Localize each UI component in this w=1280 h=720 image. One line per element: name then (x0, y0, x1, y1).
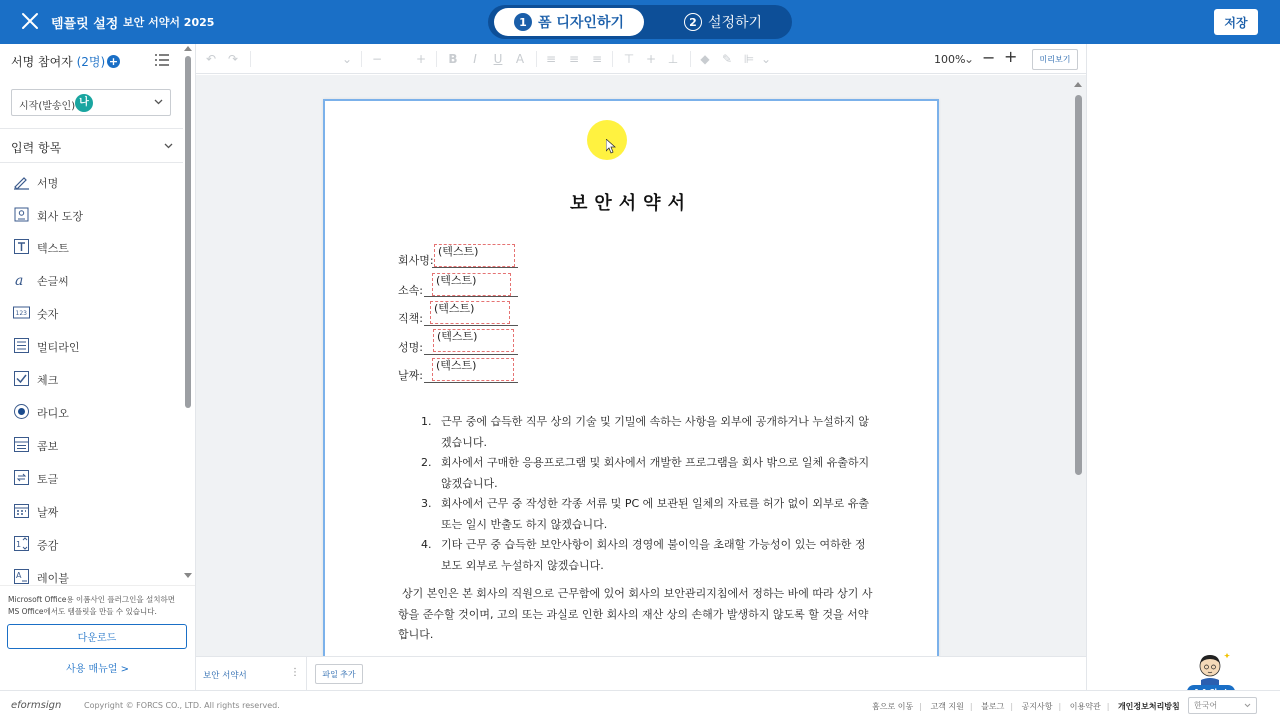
terms-list (415, 412, 875, 576)
divider (250, 51, 251, 67)
properties-panel (1086, 44, 1280, 690)
step-label: 설정하기 (707, 15, 763, 31)
combo-icon (13, 436, 30, 453)
document-title: 보안서약서 (570, 193, 692, 214)
field-item-toggle[interactable] (13, 465, 183, 491)
top-bar (0, 0, 1280, 44)
tab-label: 보안 서약서 (203, 671, 247, 681)
svg-text:1: 1 (16, 540, 22, 549)
preview-button[interactable]: 미리보기 (1032, 49, 1078, 70)
label-icon (13, 568, 30, 585)
field-label: 텍스트 (37, 242, 69, 255)
handwriting-icon (13, 271, 30, 288)
multiline-icon (13, 337, 30, 354)
svg-text:A: A (16, 571, 22, 580)
terms-item: 3. 회사에서 근무 중 작성한 각종 서류 및 PC 에 보관된 일체의 자료를 허가 없이 외부로 유출 또는 일시 반출도 하지 않겠습니다. (435, 494, 875, 535)
language-select[interactable] (1188, 697, 1257, 714)
signature-icon (13, 173, 30, 190)
align-objects-icon[interactable]: ⊫ (743, 52, 755, 66)
svg-text:123: 123 (15, 310, 27, 317)
support-agent-icon (1187, 650, 1235, 686)
field-label: 멀티라인 (37, 341, 80, 354)
form-row-label: 성명: (398, 341, 423, 354)
field-label: 서명 (37, 177, 59, 190)
text-field[interactable]: (텍스트) (433, 329, 514, 352)
divider (0, 128, 183, 129)
text-field[interactable]: (텍스트) (434, 244, 515, 267)
field-label: 토글 (37, 473, 59, 486)
terms-item: 1. 근무 중에 습득한 직무 상의 기술 및 기밀에 속하는 사항을 외부에 공개하거나 누설하지 않겠습니다. (435, 412, 875, 453)
scroll-down-arrow[interactable] (184, 573, 192, 578)
footer-link-home[interactable]: 홈으로 이동 (872, 702, 914, 711)
underline (424, 382, 518, 383)
zoom-in-icon[interactable]: + (1004, 47, 1018, 66)
company-stamp-icon (13, 206, 30, 223)
more-options-icon[interactable]: ⋮ (290, 667, 300, 678)
download-button[interactable]: 다운로드 (7, 624, 187, 649)
bold-icon[interactable]: B (448, 52, 458, 66)
italic-icon[interactable]: I (473, 52, 477, 66)
canvas-scrollbar[interactable] (1075, 95, 1082, 475)
footer-link-notice[interactable]: 공지사항 (1021, 702, 1053, 711)
add-file-button[interactable]: 파일 추가 (315, 664, 363, 684)
step-form-design[interactable] (494, 8, 644, 36)
field-label: 콤보 (37, 440, 59, 453)
redo-icon[interactable]: ↷ (227, 52, 239, 66)
step-switcher (488, 5, 792, 39)
form-row-label: 날짜: (398, 369, 423, 382)
text-icon (13, 238, 30, 255)
form-row-label: 직책: (398, 312, 423, 325)
svg-text:a: a (15, 273, 24, 288)
field-item-number[interactable] (13, 300, 183, 326)
mouse-cursor-icon (606, 139, 616, 154)
field-label: 숫자 (37, 308, 59, 321)
close-icon[interactable] (20, 11, 40, 31)
step-label: 폼 디자인하기 (537, 15, 625, 31)
align-middle-icon[interactable]: + (645, 52, 657, 66)
participants-label: 서명 참여자 (11, 55, 73, 69)
step-number: 2 (684, 13, 702, 31)
underline (424, 354, 518, 355)
align-right-icon[interactable]: ≡ (591, 52, 603, 66)
field-label: 증감 (37, 539, 59, 552)
checkbox-icon (13, 370, 30, 387)
participants-header (11, 53, 105, 70)
sidebar (0, 44, 196, 690)
plugin-notice-text: Microsoft Office용 이폼사인 플러그인을 설치하면 MS Office에서도 템플릿을 만들 수 있습니다. (8, 595, 175, 616)
underline-icon[interactable]: U (493, 52, 503, 66)
footer-links: 홈으로 이동 | 고객 지원 | 블로그 | 공지사항 | 이용약관 | 개인정보처리방침 (872, 702, 1180, 711)
chevron-down-icon[interactable] (164, 143, 173, 149)
align-bottom-icon[interactable]: ⊥ (667, 52, 679, 66)
eformsign-logo: eformsign (11, 700, 62, 711)
field-item-signature[interactable] (13, 169, 183, 195)
field-item-radio[interactable] (13, 399, 183, 425)
closing-paragraph: 상기 본인은 본 회사의 직원으로 근무함에 있어 회사의 보안관리지침에서 정하는 바에 따라 상기 사항을 준수할 것이며, 고의 또는 과실로 인한 회사의 재산 상의 손해가 발생하지 않도록 할 것을 서약합니다. (398, 587, 873, 641)
chevron-down-icon[interactable]: ⌄ (760, 52, 772, 66)
footer (0, 690, 1280, 720)
stepper-icon (13, 535, 30, 552)
field-label: 체크 (37, 374, 59, 387)
field-label: 레이블 (37, 572, 69, 585)
date-icon (13, 502, 30, 519)
footer-link-terms[interactable]: 이용약관 (1069, 702, 1101, 711)
zoom-level[interactable]: 100% (934, 53, 966, 66)
chevron-down-icon[interactable]: ⌄ (963, 52, 975, 66)
footer-link-blog[interactable]: 블로그 (981, 702, 1005, 711)
document-page[interactable] (323, 99, 939, 656)
save-button[interactable]: 저장 (1214, 9, 1258, 35)
terms-item: 2. 회사에서 구매한 응용프로그램 및 회사에서 개발한 프로그램을 회사 밖으로 일체 유출하지 않겠습니다. (435, 453, 875, 494)
underline (432, 267, 518, 268)
underline (424, 296, 518, 297)
user-manual-link[interactable]: 사용 매뉴얼 > (65, 664, 130, 675)
text-field[interactable]: (텍스트) (432, 358, 514, 381)
signer-select-value: 시작(발송인) (19, 101, 76, 112)
copyright-text: Copyright © FORCS CO., LTD. All rights reserved. (84, 701, 280, 710)
form-row-label: 소속: (398, 284, 423, 297)
footer-link-privacy[interactable]: 개인정보처리방침 (1117, 702, 1180, 711)
fill-color-icon[interactable]: ◆ (700, 52, 710, 66)
align-center-icon[interactable]: ≡ (568, 52, 580, 66)
scroll-up-arrow[interactable] (1074, 82, 1082, 87)
text-field[interactable]: (텍스트) (432, 273, 511, 296)
field-label: 라디오 (37, 407, 69, 420)
toggle-icon (13, 469, 30, 486)
plugin-notice (0, 585, 195, 690)
field-item-text[interactable] (13, 234, 183, 260)
editor-canvas (196, 75, 1086, 656)
undo-icon[interactable]: ↶ (205, 52, 217, 66)
field-label: 날짜 (37, 506, 59, 519)
divider (361, 51, 362, 67)
language-select-value: 한국어 (1194, 701, 1218, 710)
document-tabs (196, 656, 1086, 690)
align-left-icon[interactable]: ≡ (545, 52, 557, 66)
editor-toolbar (196, 44, 1086, 74)
list-icon[interactable] (155, 54, 169, 66)
avatar: 나 (75, 94, 93, 112)
divider (0, 162, 183, 163)
terms-item: 4. 기타 근무 중 습득한 보안사항이 회사의 경영에 불이익을 초래할 가능성이 있는 여하한 정보도 외부로 누설하지 않겠습니다. (435, 535, 875, 576)
field-item-combo[interactable] (13, 432, 183, 458)
chevron-down-icon (1244, 703, 1251, 708)
tab-document[interactable] (196, 657, 307, 691)
scroll-up-arrow[interactable] (184, 46, 192, 51)
number-icon (13, 304, 30, 321)
add-participant-icon[interactable]: + (108, 55, 119, 68)
text-field[interactable]: (텍스트) (430, 301, 510, 324)
divider (690, 51, 691, 67)
participants-count: (2명) (76, 55, 106, 69)
step-settings[interactable] (658, 8, 788, 36)
underline (424, 325, 518, 326)
font-dropdown-icon[interactable]: ⌄ (341, 52, 353, 66)
chevron-down-icon (154, 99, 163, 105)
page-title: 템플릿 설정 (51, 17, 119, 32)
document-name: 보안 서약서 2025 (123, 16, 215, 29)
font-size-increase-icon[interactable]: + (415, 52, 427, 66)
signer-select[interactable] (11, 89, 171, 116)
align-top-icon[interactable]: ⊤ (623, 52, 635, 66)
field-item-multiline[interactable] (13, 333, 183, 359)
section-title: 입력 항목 (11, 141, 62, 155)
border-color-icon[interactable]: ✎ (721, 52, 733, 66)
form-row-label: 회사명: (398, 254, 434, 267)
divider (436, 51, 437, 67)
footer-link-support[interactable]: 고객 지원 (930, 702, 964, 711)
field-item-company-stamp[interactable] (13, 202, 183, 228)
field-item-date[interactable] (13, 498, 183, 524)
divider (536, 51, 537, 67)
radio-icon (13, 403, 30, 420)
step-number: 1 (514, 13, 532, 31)
font-size-decrease-icon[interactable]: − (371, 52, 383, 66)
field-item-handwriting[interactable] (13, 267, 183, 293)
divider (612, 51, 613, 67)
field-item-checkbox[interactable] (13, 366, 183, 392)
sidebar-scrollbar[interactable] (185, 56, 191, 408)
zoom-out-icon[interactable]: − (982, 48, 996, 67)
font-color-icon[interactable]: A (515, 52, 525, 66)
field-label: 손글씨 (37, 275, 69, 288)
field-item-stepper[interactable] (13, 531, 183, 557)
field-label: 회사 도장 (37, 210, 84, 223)
